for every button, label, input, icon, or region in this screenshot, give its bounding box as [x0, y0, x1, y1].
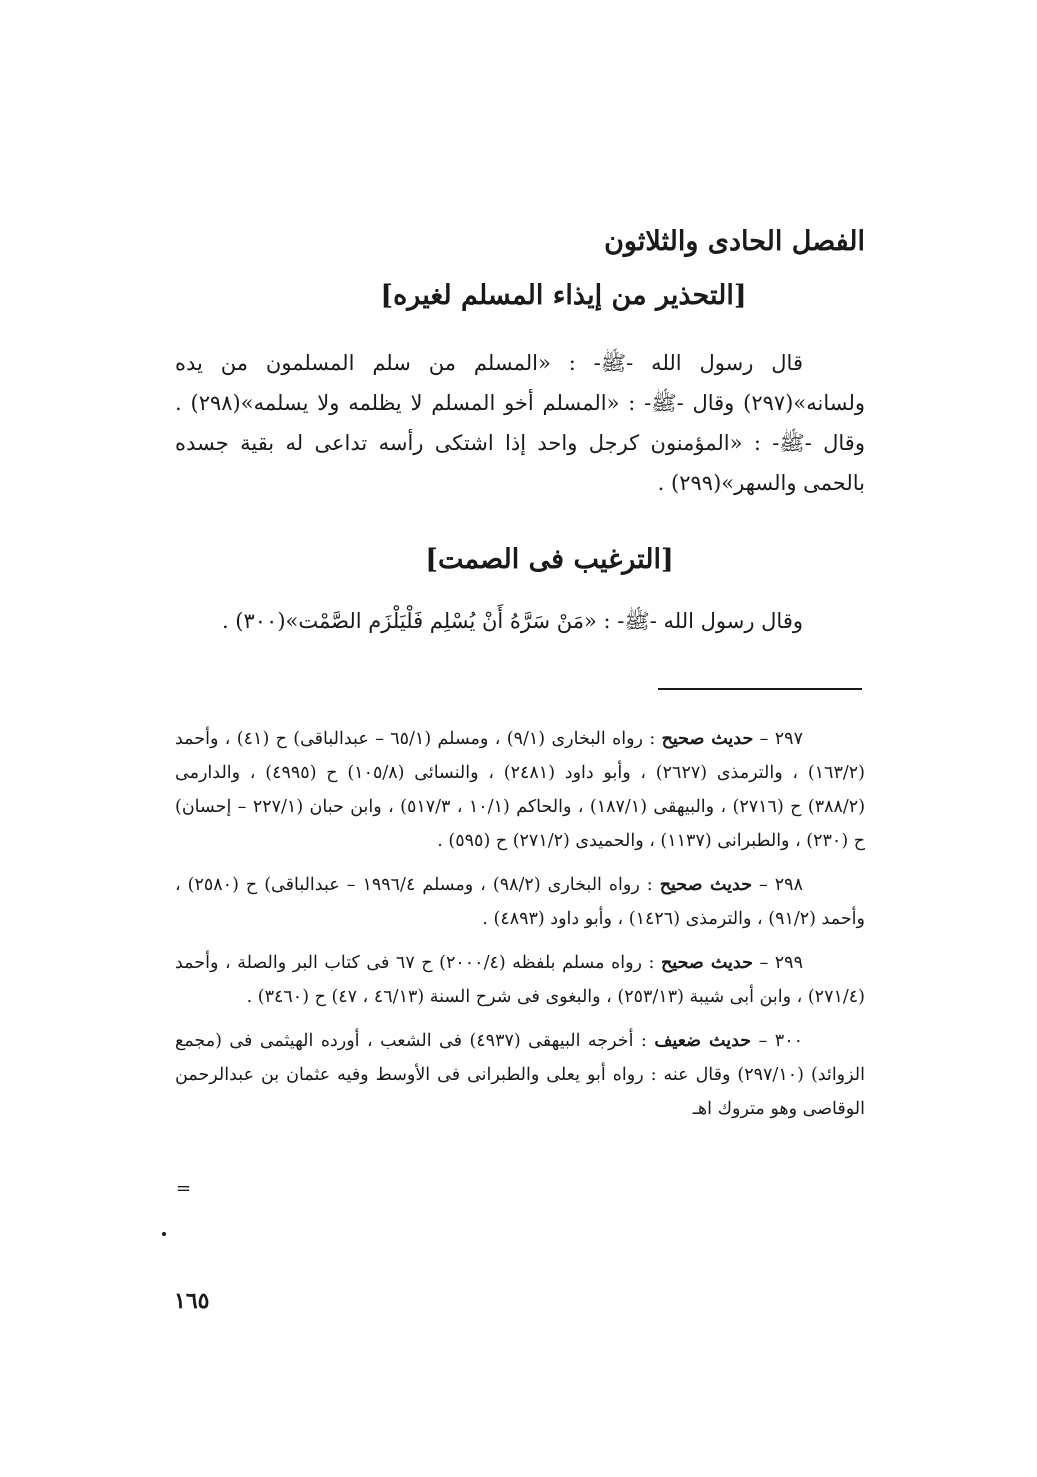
footnotes — [175, 722, 865, 1136]
footnote-number: ٢٩٩ – — [759, 953, 803, 973]
footnote-text: : أخرجه البيهقى (٤٩٣٧) فى الشعب ، أورده الهيثمى فى (مجمع الزوائد) (٢٩٧/١٠) وقال عنه : رواه أبو يعلى والطبرانى فى الأوسط وفيه عثمان بن عبدالرحمن الوقاصى وهو متروك اهـ — [175, 1031, 865, 1119]
footnote — [175, 722, 865, 858]
continuation-mark: = — [176, 1178, 192, 1199]
footnote — [175, 946, 865, 1014]
stray-dot — [162, 1232, 166, 1236]
section-heading: [التحذير من إيذاء المسلم لغيره] — [380, 280, 747, 311]
section-body: وقال رسول الله -ﷺ- : «مَنْ سَرَّهُ أَنْ يُسْلِم فَلْيَلْزَم الصَّمْت»(٣٠٠) . — [221, 609, 803, 633]
footnote-number: ٢٩٨ – — [759, 875, 803, 895]
footnote-number: ٣٠٠ – — [758, 1031, 803, 1051]
footnote-divider — [658, 688, 862, 690]
page-number: ١٦٥ — [174, 1288, 210, 1314]
footnote-text: : رواه مسلم بلفظه (٢٠٠٠/٤) ح ٦٧ فى كتاب البر والصلة ، وأحمد (٢٧١/٤) ، وابن أبى شيبة (٢٥٣/١٣) ، والبغوى فى شرح السنة (٤٦/١٣ ، ٤٧) ح (٣٤٦٠) . — [175, 953, 865, 1007]
footnote-grade: حديث صحيح — [659, 875, 753, 895]
footnote-text: : رواه البخارى (٩/١) ، ومسلم (٦٥/١ – عبدالباقى) ح (٤١) ، وأحمد (١٦٣/٢) ، والترمذى (٢٦٢٧) ، وأبو داود (٢٤٨١) ، والنسائى (١٠٥/٨) ح (٤٩٩٥) ، والدارمى (٣٨٨/٢) ح (٢٧١٦) ، والبيهقى (١٨٧/١) ، والحاكم (١٠/١ ، ٥١٧/٣) ، وابن حبان (٢٢٧/١ – إحسان) ح (٢٣٠) ، والطبرانى (١١٣٧) ، والحميدى (٢٧١/٢) ح (٥٩٥) . — [175, 729, 866, 851]
footnote — [175, 868, 865, 936]
footnote — [175, 1024, 865, 1126]
footnote-grade: حديث ضعيف — [654, 1031, 752, 1051]
footnote-number: ٢٩٧ – — [759, 729, 803, 749]
chapter-title: الفصل الحادى والثلاثون — [604, 226, 865, 257]
footnote-grade: حديث صحيح — [661, 953, 753, 973]
section-body: قال رسول الله -ﷺ- : «المسلم من سلم المسلمون من يده ولسانه»(٢٩٧) وقال -ﷺ- : «المسلم أخو المسلم لا يظلمه ولا يسلمه»(٢٩٨) . وقال -ﷺ- : «المؤمنون كرجل واحد إذا اشتكى رأسه تداعى له بقية جسده بالحمى والسهر»(٢٩٩) . — [175, 351, 865, 495]
footnote-text: : رواه البخارى (٩٨/٢) ، ومسلم ١٩٩٦/٤ – عبدالباقى) ح (٢٥٨٠) ، وأحمد (٩١/٢) ، والترمذى (١٤٢٦) ، وأبو داود (٤٨٩٣) . — [175, 875, 865, 929]
section-heading: [الترغيب فى الصمت] — [425, 544, 674, 575]
footnote-grade: حديث صحيح — [661, 729, 754, 749]
